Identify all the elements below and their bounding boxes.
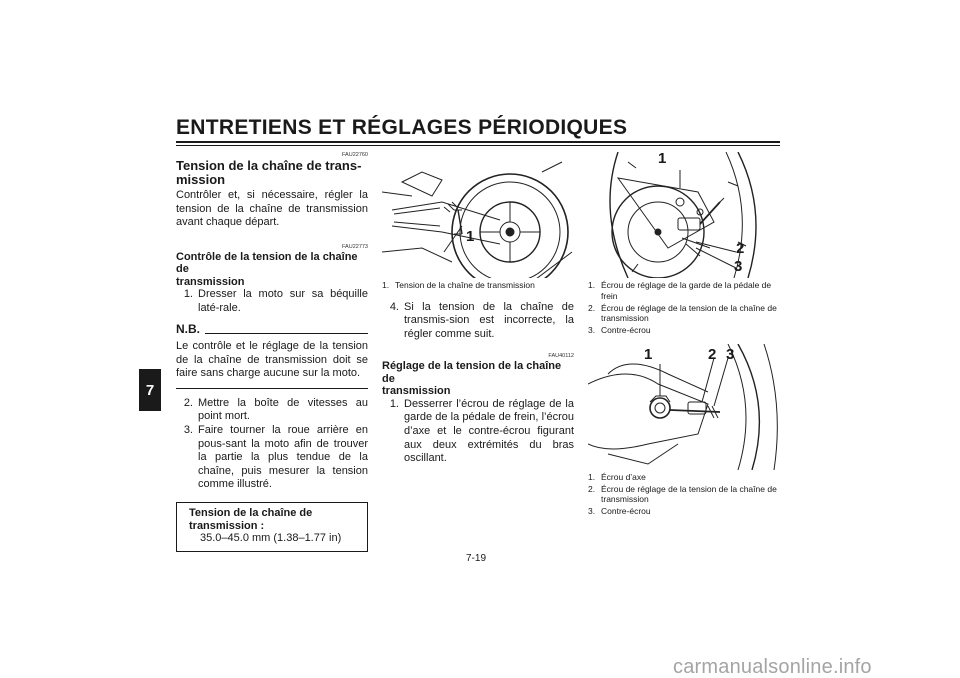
chapter-tab <box>139 369 161 411</box>
figure-caption <box>588 280 780 336</box>
figure-caption <box>588 472 780 517</box>
column-left <box>176 152 368 552</box>
figure-callout: 1 <box>644 345 653 363</box>
page-number: 7-19 <box>466 553 487 564</box>
page-title: ENTRETIENS ET RÉGLAGES PÉRIODIQUES <box>176 116 628 139</box>
axle-nut-illustration <box>588 344 780 470</box>
axle-adjuster-illustration <box>588 152 780 278</box>
figure-callout: 3 <box>734 258 743 275</box>
figure-callout: 1 <box>466 228 475 245</box>
step-item: 2. Mettre la boîte de vitesses au point mort. <box>183 396 368 423</box>
step-item: 3. Faire tourner la roue arrière en pous-sant la moto afin de trouver la partie la plus tendue de la chaîne, puis mesurer la tension comme illustré. <box>183 424 368 491</box>
figure-brake-adjuster <box>588 152 780 278</box>
caption-item: 3. Contre-écrou <box>588 325 651 335</box>
chapter-tab-label: 7 <box>145 381 155 399</box>
step-item: 1. Dresser la moto sur sa béquille laté-rale. <box>183 288 368 314</box>
reference-code: FAU22773 <box>342 243 368 250</box>
column-right <box>588 152 780 517</box>
step-item: 1. Desserrer l’écrou de réglage de la garde de la pédale de frein, l’écrou d’axe et le contre-écrou figurant aux deux extrémités du bras oscillant. <box>389 397 574 465</box>
page-header <box>176 116 780 140</box>
figure-caption: 1. Tension de la chaîne de transmission <box>382 280 535 290</box>
caption-item: 3. Contre-écrou <box>588 506 651 516</box>
step-item: 4. Si la tension de la chaîne de transmis-sion est incorrecte, la régler comme suit. <box>389 300 574 340</box>
figure-callout: 2 <box>736 240 745 257</box>
note-heading: N.B. <box>176 323 368 337</box>
intro-paragraph: Contrôler et, si nécessaire, régler la tension de la chaîne de transmission avant chaque départ. <box>176 189 368 229</box>
specification-box <box>176 502 368 552</box>
header-rule-thin <box>176 145 780 146</box>
spec-value: 35.0–45.0 mm (1.38–1.77 in) <box>200 532 342 544</box>
caption-item: 2. Écrou de réglage de la tension de la chaîne de transmission <box>588 483 777 504</box>
subsection-title: Réglage de la tension de la chaîne de transmission <box>382 360 562 398</box>
reference-code: FAU40112 <box>548 353 574 360</box>
column-middle <box>382 152 574 466</box>
spec-label: Tension de la chaîne de transmission : <box>189 507 313 532</box>
figure-axle-nut <box>588 344 780 470</box>
rear-wheel-chain-illustration <box>382 152 574 278</box>
figure-chain-slack <box>382 152 574 278</box>
note-block <box>176 323 368 388</box>
section-title: Tension de la chaîne de trans- mission <box>176 158 362 187</box>
figure-callout: 1 <box>658 150 667 167</box>
caption-item: 1. Écrou de réglage de la garde de la pédale de frein <box>588 280 772 301</box>
reference-code: FAU22760 <box>342 152 368 158</box>
caption-item: 2. Écrou de réglage de la tension de la chaîne de transmission <box>588 302 777 323</box>
subsection-title: Contrôle de la tension de la chaîne de transmission <box>176 250 358 288</box>
caption-item: 1. Écrou d’axe <box>588 471 646 482</box>
note-text: Le contrôle et le réglage de la tension de la chaîne de transmission doit se faire sans charge aucune sur la moto. <box>176 340 368 380</box>
watermark: carmanualsonline.info <box>673 656 872 678</box>
figure-callout: 3 <box>726 345 735 363</box>
header-rule-thick <box>176 141 780 143</box>
note-end-rule <box>176 388 368 389</box>
note-rule <box>205 333 368 334</box>
figure-callout: 2 <box>708 345 717 363</box>
